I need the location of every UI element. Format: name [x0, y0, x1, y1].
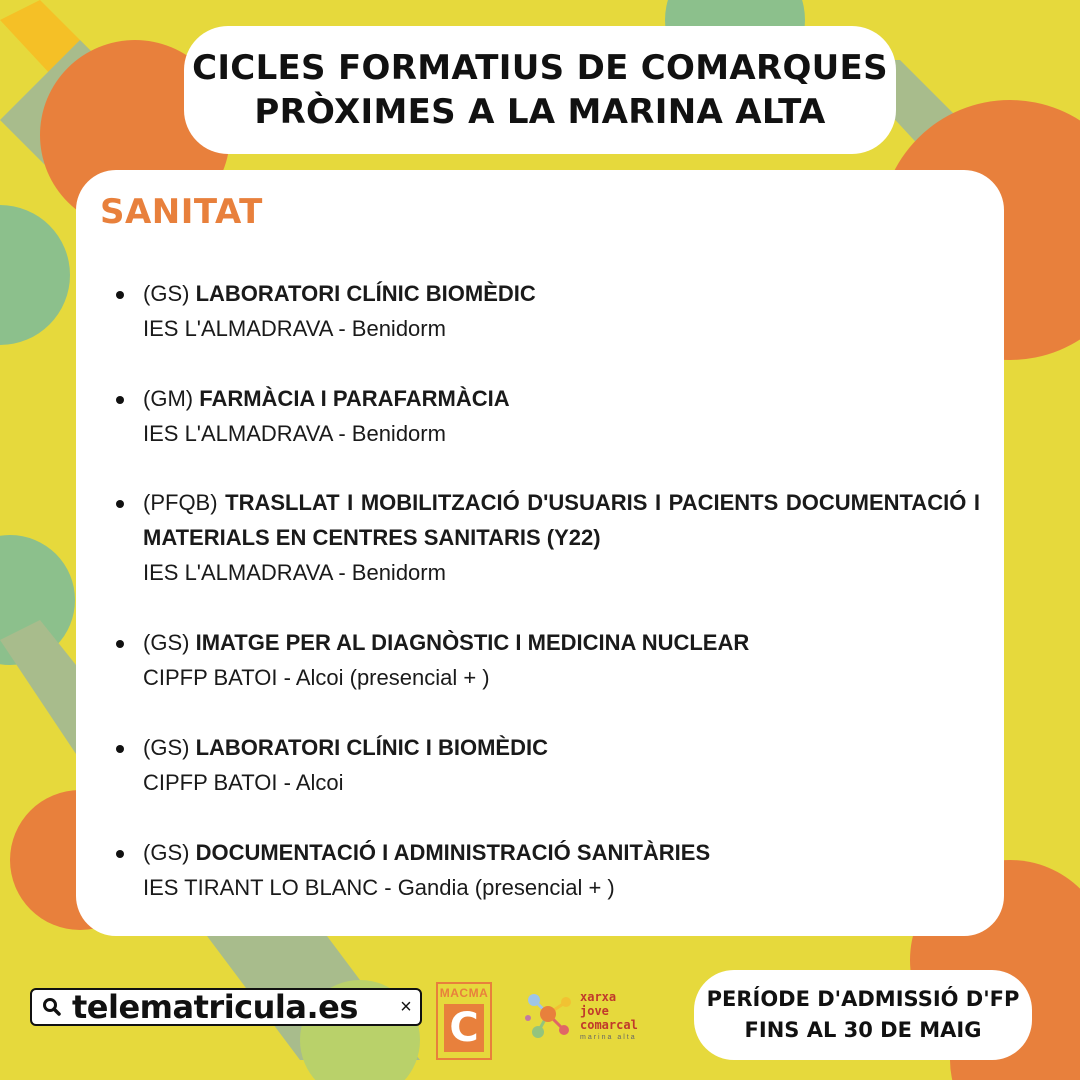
course-title	[143, 625, 980, 660]
xjc-logo-line: comarcal	[580, 1018, 638, 1032]
course-center: CIPFP BATOI - Alcoi (presencial + )	[143, 665, 490, 690]
course-name: FARMÀCIA I PARAFARMÀCIA	[199, 386, 510, 411]
course-title	[143, 835, 980, 870]
page-title-line-2: PRÒXIMES A LA MARINA ALTA	[254, 92, 826, 132]
page-title-line-1: CICLES FORMATIUS DE COMARQUES	[192, 48, 888, 88]
macma-logo	[436, 982, 492, 1060]
course-center: IES L'ALMADRAVA - Benidorm	[143, 560, 446, 585]
header-title-box	[184, 26, 896, 154]
content-card	[76, 170, 1004, 936]
close-icon[interactable]: ×	[400, 995, 412, 1018]
macma-logo-letter: C	[444, 1004, 484, 1052]
course-level: (GS)	[143, 630, 190, 655]
bullet-icon	[116, 291, 124, 299]
list-item	[116, 381, 980, 451]
bullet-icon	[116, 850, 124, 858]
admission-period-box	[694, 970, 1032, 1060]
network-icon	[524, 988, 580, 1048]
admission-line-2: FINS AL 30 DE MAIG	[744, 1018, 982, 1042]
admission-line-1: PERÍODE D'ADMISSIÓ D'FP	[706, 987, 1020, 1011]
search-text[interactable]: telematricula.es	[72, 988, 358, 1026]
course-name: TRASLLAT I MOBILITZACIÓ D'USUARIS I PACIENTS DOCUMENTACIÓ I MATERIALS EN CENTRES SANITARIS (Y22)	[143, 490, 980, 550]
xarxa-jove-comarcal-logo	[524, 988, 654, 1048]
course-level: (GM)	[143, 386, 194, 411]
course-name: IMATGE PER AL DIAGNÒSTIC I MEDICINA NUCLEAR	[195, 630, 750, 655]
course-center: IES L'ALMADRAVA - Benidorm	[143, 421, 446, 446]
xjc-logo-line: jove	[580, 1004, 609, 1018]
search-bar[interactable]	[30, 988, 422, 1026]
course-level: (PFQB)	[143, 490, 218, 515]
course-name: DOCUMENTACIÓ I ADMINISTRACIÓ SANITÀRIES	[195, 840, 711, 865]
course-name: LABORATORI CLÍNIC I BIOMÈDIC	[195, 735, 548, 760]
course-title	[143, 485, 980, 555]
bullet-icon	[116, 500, 124, 508]
xjc-logo-words	[580, 990, 638, 1032]
course-level: (GS)	[143, 281, 190, 306]
list-item	[116, 835, 980, 905]
bullet-icon	[116, 640, 124, 648]
list-item	[116, 276, 980, 346]
course-title	[143, 381, 980, 416]
xjc-logo-subtitle: marina alta	[580, 1034, 637, 1041]
list-item	[116, 485, 980, 590]
course-center: CIPFP BATOI - Alcoi	[143, 770, 344, 795]
course-level: (GS)	[143, 840, 190, 865]
bullet-icon	[116, 745, 124, 753]
course-name: LABORATORI CLÍNIC BIOMÈDIC	[195, 281, 536, 306]
course-list	[116, 276, 980, 940]
list-item	[116, 730, 980, 800]
course-center: IES L'ALMADRAVA - Benidorm	[143, 316, 446, 341]
course-level: (GS)	[143, 735, 190, 760]
bullet-icon	[116, 396, 124, 404]
xjc-logo-line: xarxa	[580, 990, 617, 1004]
macma-logo-label: MACMA	[439, 986, 489, 1000]
section-title: SANITAT	[100, 192, 263, 232]
course-title	[143, 276, 980, 311]
course-center: IES TIRANT LO BLANC - Gandia (presencial + )	[143, 875, 615, 900]
search-icon	[32, 990, 72, 1024]
course-title	[143, 730, 980, 765]
list-item	[116, 625, 980, 695]
